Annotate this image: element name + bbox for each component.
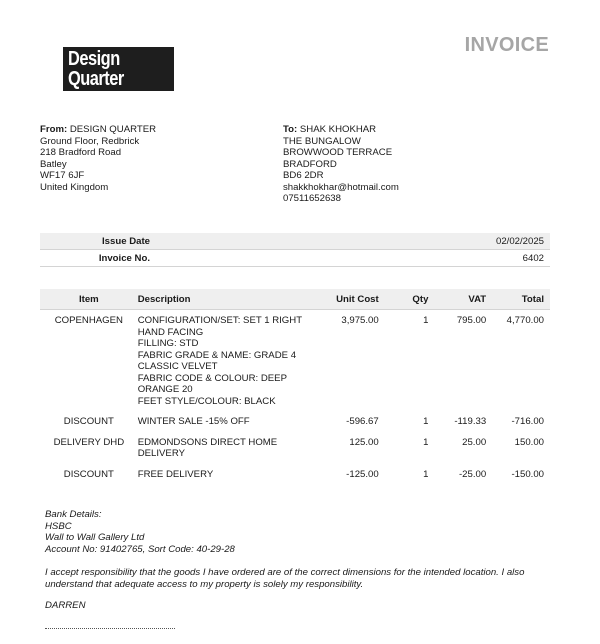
from-line: Batley: [40, 158, 67, 170]
logo-line-1: Design: [68, 48, 120, 70]
to-phone: 07511652638: [283, 193, 341, 204]
description-line: FEET STYLE/COLOUR: BLACK: [137, 395, 276, 407]
description-line: FREE DELIVERY: [137, 468, 214, 480]
signature-line: [45, 628, 175, 629]
row-description: [138, 315, 312, 407]
description-line: EDMONDSONS DIRECT HOME: [137, 436, 278, 448]
row-item: DELIVERY DHD: [53, 436, 125, 448]
line-items-table: [40, 289, 550, 480]
header-description: Description: [138, 289, 312, 310]
row-vat: -119.33: [454, 416, 487, 427]
invoice-number-row: [40, 250, 550, 267]
table-header-row: [40, 289, 550, 310]
account-name: Wall to Wall Gallery Ltd: [45, 532, 145, 543]
row-unit-cost: -125.00: [346, 468, 379, 480]
row-vat: 25.00: [462, 436, 487, 448]
row-qty: 1: [423, 315, 429, 326]
to-label: To:: [283, 124, 298, 135]
row-description: [138, 416, 312, 428]
table-row: [40, 416, 550, 428]
row-unit-cost: 3,975.00: [341, 315, 379, 326]
to-name: SHAK KHOKHAR: [299, 124, 377, 135]
row-description: [138, 437, 312, 460]
logo-line-2: Quarter: [68, 68, 124, 90]
row-qty: 1: [423, 416, 429, 427]
table-row: [40, 469, 550, 481]
invoice-number-value: 6402: [522, 252, 544, 264]
to-line: THE BUNGALOW: [283, 135, 361, 147]
issue-date-value: 02/02/2025: [495, 235, 544, 247]
row-item: DISCOUNT: [63, 468, 114, 480]
issue-date-label: Issue Date: [102, 235, 150, 247]
description-line: CONFIGURATION/SET: SET 1 RIGHT: [137, 315, 303, 326]
from-line: WF17 6JF: [40, 170, 85, 181]
document-title: INVOICE: [464, 34, 549, 56]
invoice-number-label: Invoice No.: [98, 252, 150, 264]
from-name: DESIGN QUARTER: [69, 124, 157, 135]
invoice-meta: [40, 233, 550, 267]
bank-name: HSBC: [45, 520, 72, 532]
description-line: DELIVERY: [137, 448, 185, 459]
account-number: Account No: 91402765, Sort Code: 40-29-28: [45, 543, 235, 555]
from-label: From:: [40, 124, 68, 135]
row-total: -716.00: [511, 416, 544, 427]
table-row: [40, 437, 550, 460]
row-vat: 795.00: [456, 315, 487, 326]
header-total: Total: [486, 289, 550, 310]
from-address: [40, 124, 156, 193]
header-qty: Qty: [381, 289, 429, 310]
row-total: -150.00: [511, 468, 544, 480]
bank-details-heading: Bank Details:: [45, 509, 102, 520]
description-line: ORANGE 20: [137, 384, 193, 395]
description-line: WINTER SALE -15% OFF: [137, 416, 250, 427]
row-item: COPENHAGEN: [54, 315, 123, 326]
row-total: 150.00: [514, 436, 544, 448]
row-unit-cost: -596.67: [346, 416, 379, 427]
acceptance-statement: I accept responsibility that the goods I have ordered are of the correct dimensions for the intended location. I also understand that adequate access to my property is solely my responsibility.: [45, 567, 525, 590]
to-email[interactable]: shakkhokhar@hotmail.com: [283, 181, 399, 193]
company-logo: [63, 47, 174, 91]
to-line: BROWWOOD TERRACE: [283, 147, 393, 158]
from-line: Ground Floor, Redbrick: [40, 135, 140, 147]
row-qty: 1: [423, 436, 429, 448]
to-line: BRADFORD: [283, 158, 337, 170]
description-line: CLASSIC VELVET: [137, 361, 218, 372]
description-line: FABRIC GRADE & NAME: GRADE 4: [137, 349, 297, 361]
row-vat: -25.00: [458, 468, 487, 480]
from-line: 218 Bradford Road: [40, 147, 122, 158]
row-unit-cost: 125.00: [349, 436, 379, 448]
row-description: [138, 469, 312, 481]
header-unit-cost: Unit Cost: [312, 289, 381, 310]
issue-date-row: [40, 233, 550, 250]
to-line: BD6 2DR: [283, 170, 324, 181]
signatory-name: DARREN: [45, 600, 86, 611]
bank-details: [45, 509, 235, 555]
header-vat: VAT: [428, 289, 486, 310]
from-line: United Kingdom: [40, 181, 109, 193]
row-item: DISCOUNT: [63, 416, 114, 427]
description-line: FABRIC CODE & COLOUR: DEEP: [137, 372, 287, 384]
description-line: HAND FACING: [137, 326, 204, 338]
description-line: FILLING: STD: [137, 338, 199, 349]
table-row: [40, 315, 550, 407]
to-address: [283, 124, 399, 205]
header-item: Item: [40, 289, 138, 310]
row-qty: 1: [423, 468, 429, 480]
row-total: 4,770.00: [506, 315, 544, 326]
